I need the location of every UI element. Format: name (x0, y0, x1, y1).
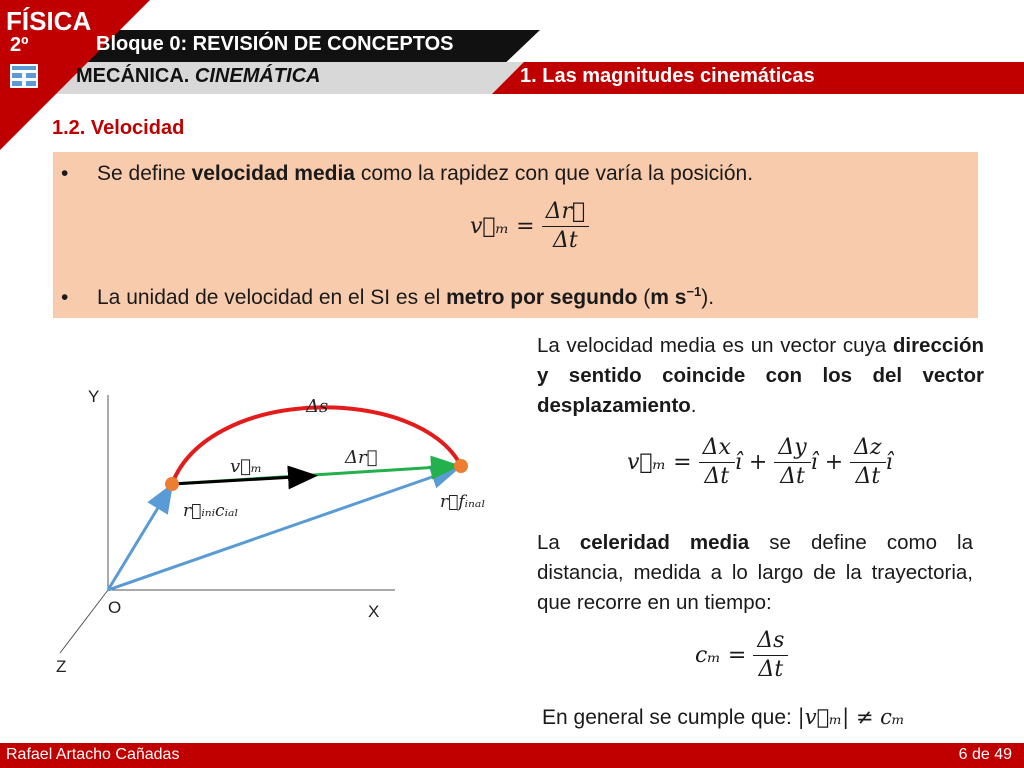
formula-cm (695, 629, 788, 682)
bullet-dot: • (61, 286, 69, 309)
initial-point (165, 477, 179, 491)
formula2-frac-y (774, 436, 810, 489)
vm-direction-paragraph (537, 331, 984, 421)
bullet-definition (61, 162, 753, 186)
unit-vector-y: î (810, 450, 818, 476)
frac-z-den: Δt (855, 464, 881, 490)
author-name: Rafael Artacho Cañadas (6, 746, 180, 763)
formula3-lhs: cₘ (695, 643, 721, 669)
para2-post: se define como la distancia, medida a lo largo de la trayectoria, que recorre en un tiempo: (537, 531, 973, 614)
footer-bar (0, 743, 1024, 768)
ds-label: Δs (306, 396, 329, 417)
definition-box (53, 152, 978, 318)
section-title: 1. Las magnitudes cinemáticas (520, 65, 815, 87)
final-point (454, 459, 468, 473)
formula2-frac-x (699, 436, 735, 489)
frac-y-num: Δy (774, 436, 810, 463)
bullet2-unit: m s (650, 286, 687, 309)
velocity-diagram (40, 370, 520, 680)
formula-den: Δt (553, 228, 578, 254)
bullet-dot: • (61, 162, 69, 185)
celerity-paragraph (537, 528, 973, 618)
origin-label: O (108, 598, 122, 617)
unit-vector-z: î (885, 450, 893, 476)
para2-pre: La (537, 531, 580, 554)
para1-post: . (690, 394, 697, 417)
bullet2-exponent: −1 (686, 284, 702, 299)
z-axis-label: Z (56, 657, 67, 676)
trajectory-arc (172, 407, 461, 484)
level-label: 2º (10, 34, 29, 56)
topic-sub: CINEMÁTICA (194, 65, 321, 87)
bullet1-bold: velocidad media (191, 162, 355, 185)
bullet1-text-pre: Se define (97, 162, 192, 185)
formula3-den: Δt (758, 657, 784, 683)
subsection-title: 1.2. Velocidad (52, 117, 185, 139)
formula-lhs: v⃗ₘ (470, 214, 510, 240)
bullet2-paren: ( (637, 286, 651, 309)
y-axis-label: Y (88, 387, 100, 406)
frac-x-num: Δx (699, 436, 735, 463)
closing-statement (542, 705, 905, 730)
dr-label: Δr⃗ (345, 447, 378, 468)
building-icon (10, 64, 38, 88)
formula2-frac-z (850, 436, 885, 489)
r-final-vector (108, 469, 455, 590)
block-title: Bloque 0: REVISIÓN DE CONCEPTOS (96, 33, 454, 55)
formula3-equals: = (727, 643, 747, 669)
bullet-unit (61, 284, 714, 310)
formula-equals: = (516, 214, 535, 240)
formula2-lhs: v⃗ₘ (627, 450, 667, 476)
para1-bold: dirección y sentido coincide con los del vector desplazamiento (537, 334, 984, 417)
vm-vector (172, 476, 312, 484)
para2-bold: celeridad media (579, 531, 750, 554)
r-initial-vector (108, 488, 170, 590)
r-final-label: r⃗fᵢₙₐₗ (440, 492, 486, 512)
page-number: 6 de 49 (958, 746, 1012, 763)
plus-sign: + (748, 450, 768, 476)
bullet2-close: ). (701, 286, 715, 309)
closing-math: |v⃗ₘ| ≠ cₘ (797, 705, 905, 729)
formula-num: Δr⃗ (542, 200, 590, 227)
topic-title (76, 65, 320, 88)
formula2-equals: = (673, 450, 692, 476)
z-axis (60, 590, 108, 653)
closing-text: En general se cumple que: (542, 706, 798, 729)
r-initial-label: r⃗ᵢₙᵢcᵢₐₗ (183, 501, 239, 521)
subject-label: FÍSICA (6, 6, 92, 36)
formula-vm (470, 200, 589, 253)
formula3-fraction (753, 629, 788, 682)
frac-x-den: Δt (704, 464, 730, 490)
unit-vector-x: î (734, 450, 742, 476)
vm-label: v⃗ₘ (230, 456, 263, 477)
formula-vm-components (627, 436, 893, 489)
plus-sign: + (824, 450, 844, 476)
formula-fraction (542, 200, 590, 253)
x-axis-label: X (368, 602, 380, 621)
bullet1-text-post: como la rapidez con que varía la posición. (354, 162, 754, 185)
topic-main: MECÁNICA. (76, 65, 190, 87)
frac-y-den: Δt (780, 464, 805, 490)
bullet2-text-pre: La unidad de velocidad en el SI es el (97, 286, 447, 309)
formula3-num: Δs (753, 629, 788, 656)
frac-z-num: Δz (850, 436, 885, 463)
bullet2-bold: metro por segundo (446, 286, 638, 309)
para1-pre: La velocidad media es un vector cuya (537, 334, 893, 357)
